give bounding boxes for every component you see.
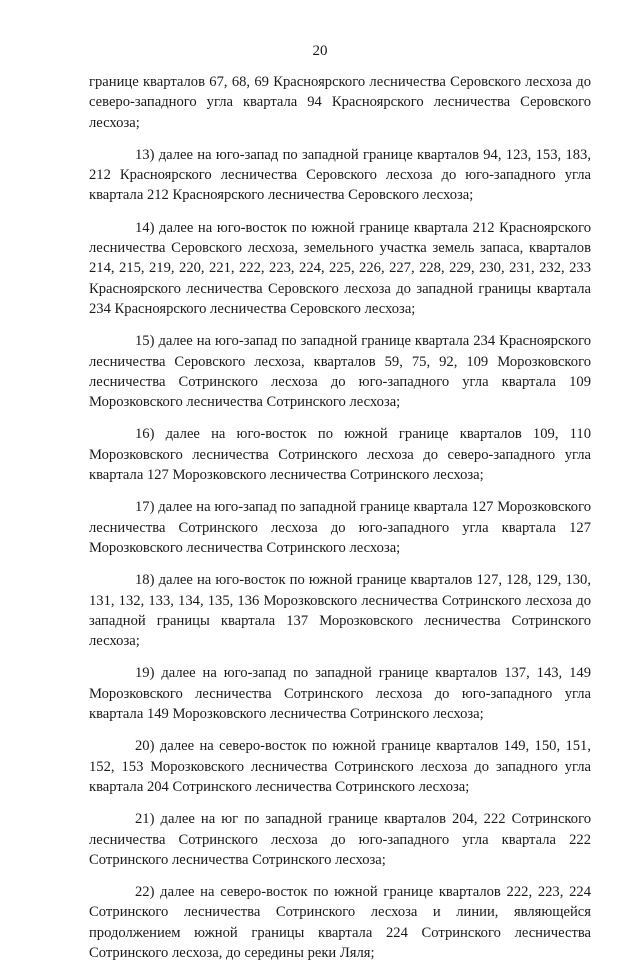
paragraph-item-18: 18) далее на юго-восток по южной границе кварталов 127, 128, 129, 130, 131, 132, 133, 134, 135, 136 Морозковского лесничества Сотринского лесхоза до западной границы квартала 137 Морозковского лесничества Сотринского лесхоза; xyxy=(89,572,591,650)
paragraph-item-17: 17) далее на юго-запад по западной границе квартала 127 Морозковского лесничества Сотринского лесхоза до юго-западного угла квартала 127 Морозковского лесничества Сотринского лесхоза; xyxy=(89,499,591,556)
paragraph-item-14: 14) далее на юго-восток по южной границе квартала 212 Красноярского лесничества Серовского лесхоза, земельного участка земель запаса, кварталов 214, 215, 219, 220, 221, 222, 223, 224, 225, 226, 227, 228, 229, 230, 231, 232, 233 Красноярского лесничества Серовского лесхоза до западной границы квартала 234 Красноярского лесничества Серовского лесхоза; xyxy=(89,219,591,317)
page-number: 20 xyxy=(312,43,328,59)
document-body xyxy=(89,72,591,975)
paragraph-item-21: 21) далее на юг по западной границе кварталов 204, 222 Сотринского лесничества Сотринского лесхоза до юго-западного угла квартала 222 Сотринского лесничества Сотринского лесхоза; xyxy=(89,811,591,868)
paragraph-item-20: 20) далее на северо-восток по южной границе кварталов 149, 150, 151, 152, 153 Морозковского лесничества Сотринского лесхоза до западного угла квартала 204 Сотринского лесничества Сотринского лесхоза; xyxy=(89,738,591,795)
paragraph-item-22: 22) далее на северо-восток по южной границе кварталов 222, 223, 224 Сотринского лесничества Сотринского лесхоза и линии, являющейся продолжением южной границы квартала 224 Сотринского лесничества Сотринского лесхоза, до середины реки Ляля; xyxy=(89,884,591,961)
paragraph-item-16: 16) далее на юго-восток по южной границе кварталов 109, 110 Морозковского лесничества Сотринского лесхоза до северо-западного угла квартала 127 Морозковского лесничества Сотринского лесхоза; xyxy=(89,426,591,484)
paragraph-item-19: 19) далее на юго-запад по западной границе кварталов 137, 143, 149 Морозковского лесничества Сотринского лесхоза до юго-западного угла квартала 149 Морозковского лесничества Сотринского лесхоза; xyxy=(89,665,591,723)
paragraph-continuation: границе кварталов 67, 68, 69 Красноярского лесничества Серовского лесхоза до северо-западного угла квартала 94 Красноярского лесничества Серовского лесхоза; xyxy=(89,74,591,131)
paragraph-item-15: 15) далее на юго-запад по западной границе квартала 234 Красноярского лесничества Серовского лесхоза, кварталов 59, 75, 92, 109 Морозковского лесничества Сотринского лесхоза до юго-западного угла квартала 109 Морозковского лесничества Сотринского лесхоза; xyxy=(89,333,591,411)
paragraph-item-13: 13) далее на юго-запад по западной границе кварталов 94, 123, 153, 183, 212 Красноярского лесничества Серовского лесхоза до юго-западного угла квартала 212 Красноярского лесничества Серовского лесхоза; xyxy=(89,146,591,204)
